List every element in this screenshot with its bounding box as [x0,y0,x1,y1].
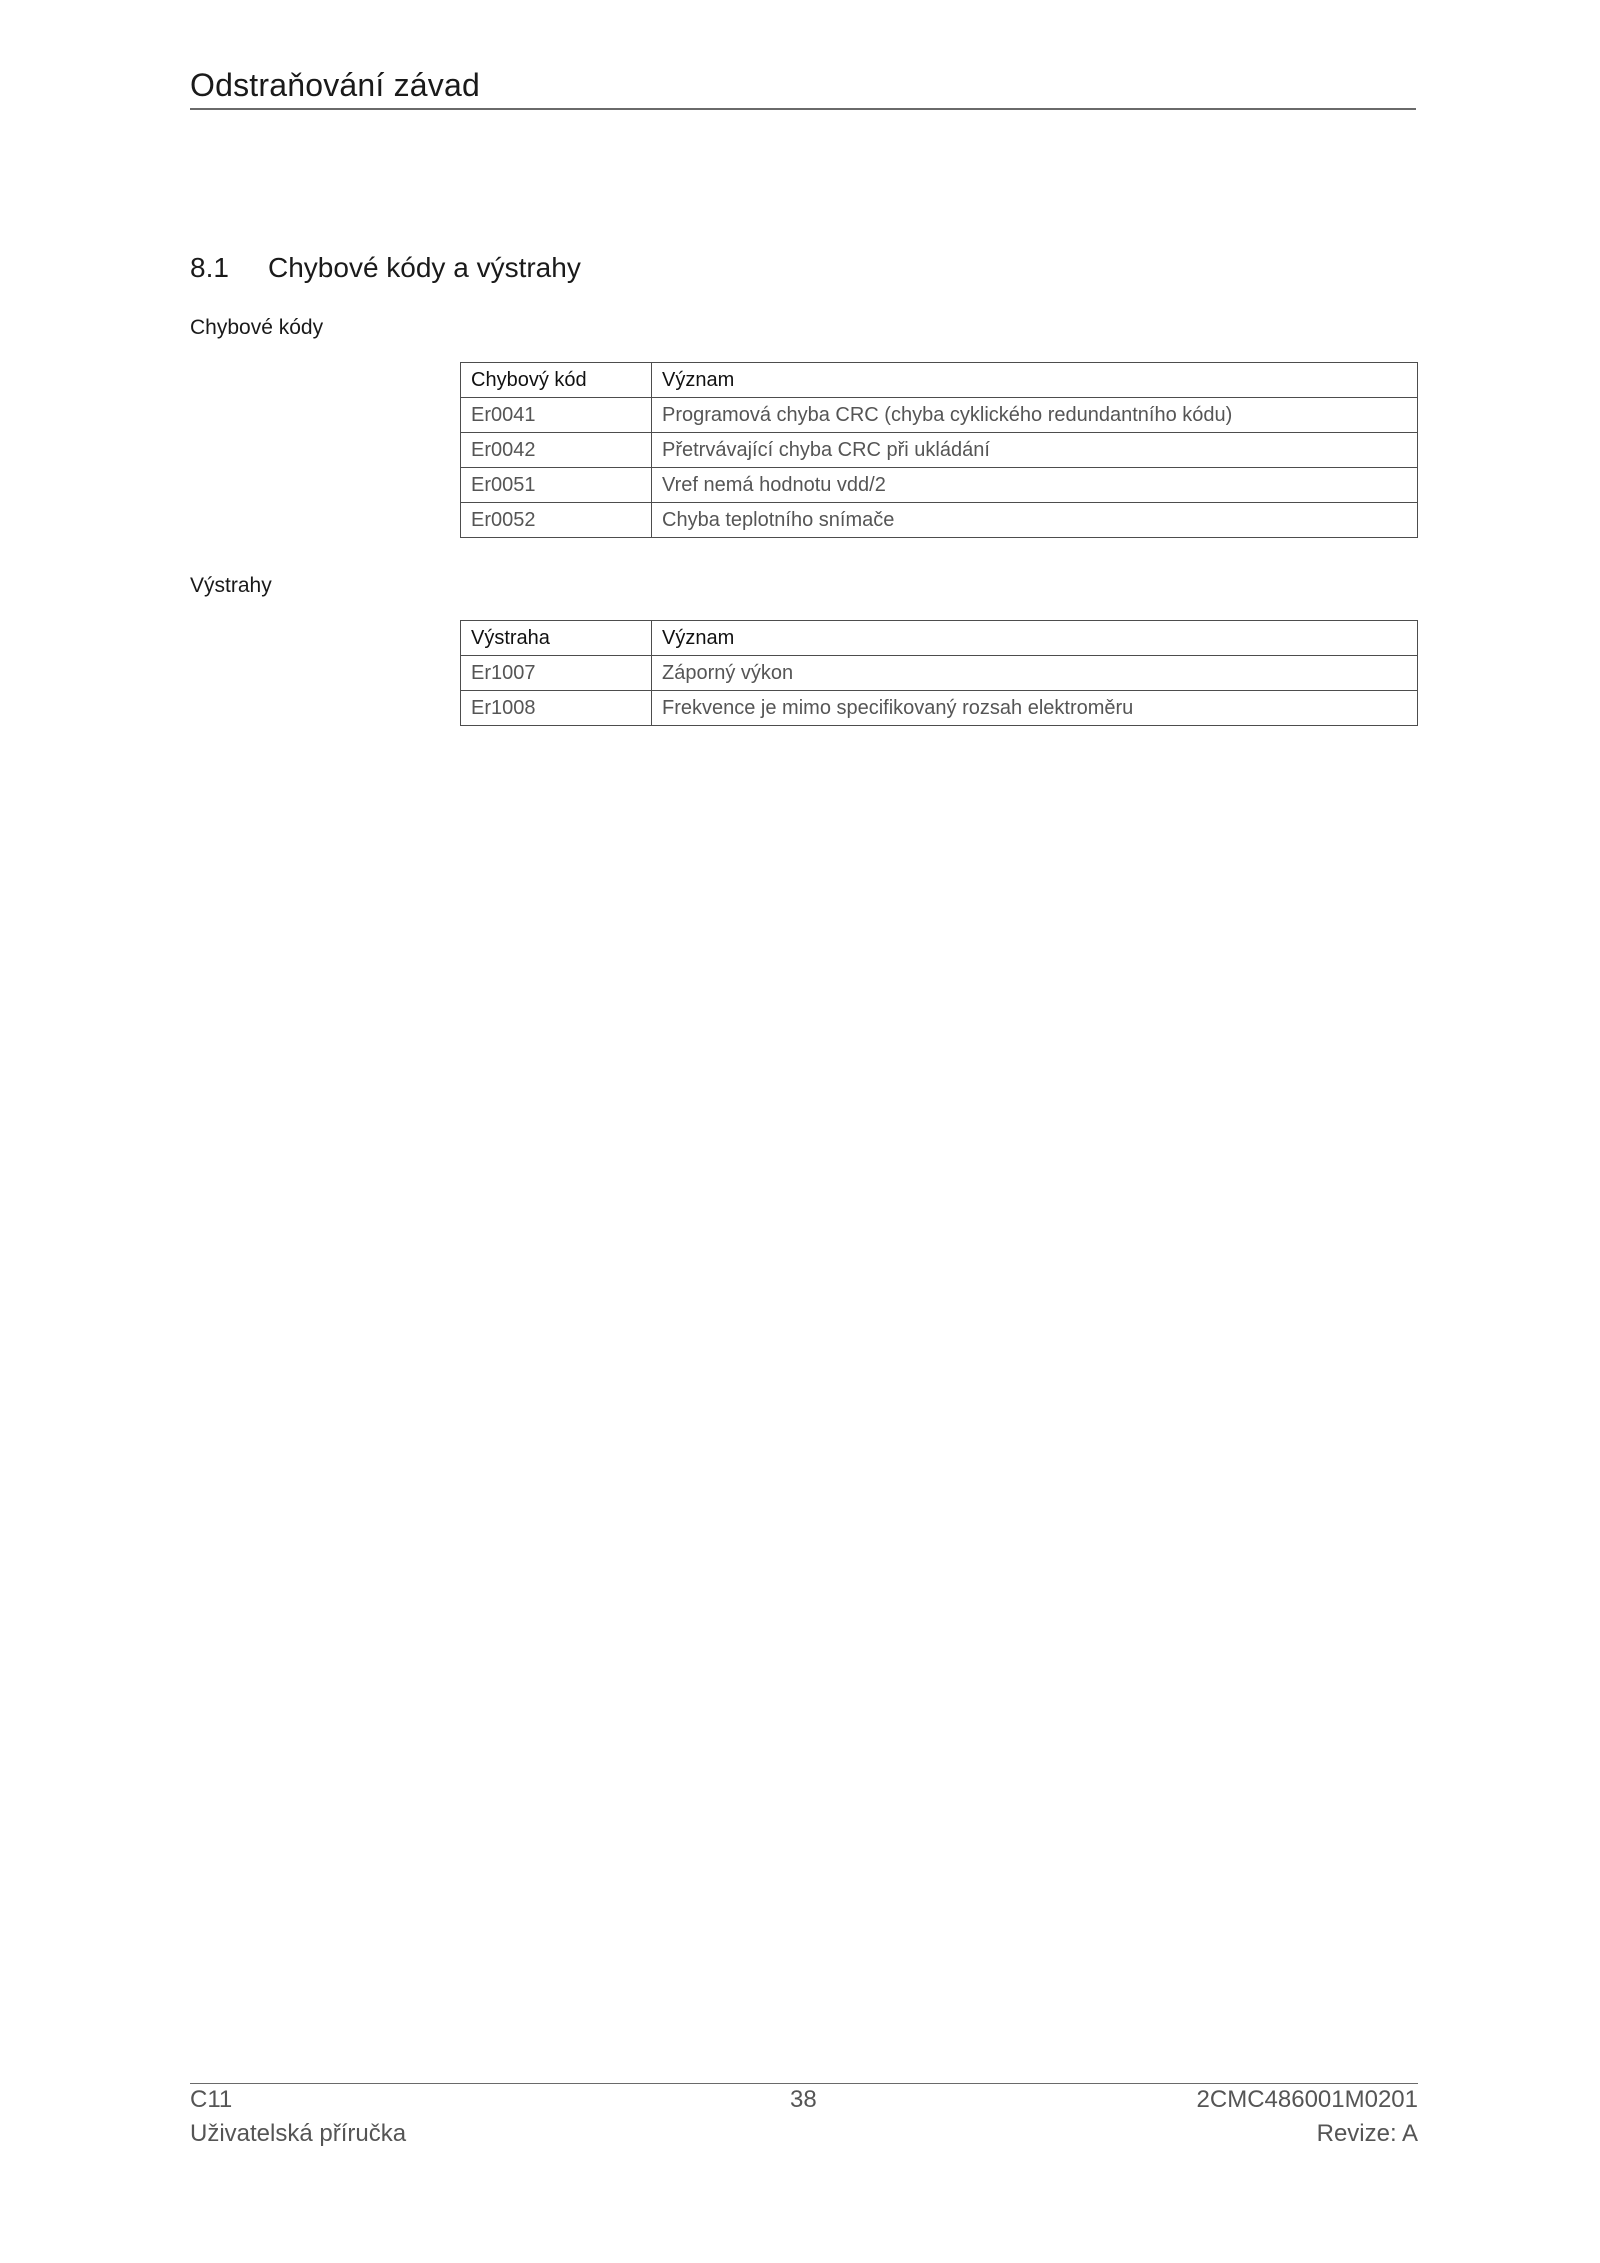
column-header-code: Chybový kód [461,363,652,398]
table-row [461,398,1418,433]
warning-code-cell: Er1007 [461,656,652,691]
footer-row-top [190,2084,1418,2118]
warning-meaning-cell: Záporný výkon [652,656,1418,691]
column-header-meaning: Význam [652,621,1418,656]
section-number: 8.1 [190,252,229,283]
table-header-row [461,363,1418,398]
error-code-cell: Er0041 [461,398,652,433]
footer-revision: Revize: A [1316,2120,1418,2147]
footer-page-number: 38 [790,2086,817,2113]
footer-doc-type: Uživatelská příručka [190,2120,407,2147]
error-meaning-cell: Vref nemá hodnotu vdd/2 [652,468,1418,503]
error-codes-heading: Chybové kódy [190,316,324,339]
warnings-table [460,620,1418,726]
page-footer [190,2083,1418,2152]
error-code-cell: Er0042 [461,433,652,468]
table-row [461,656,1418,691]
error-meaning-cell: Přetrvávající chyba CRC při ukládání [652,433,1418,468]
error-codes-table [460,362,1418,538]
warnings-heading: Výstrahy [190,574,272,597]
table-row [461,433,1418,468]
page-header-title: Odstraňování závad [190,67,480,103]
table-row [461,468,1418,503]
error-meaning-cell: Chyba teplotního snímače [652,503,1418,538]
error-meaning-cell: Programová chyba CRC (chyba cyklického redundantního kódu) [652,398,1418,433]
error-code-cell: Er0052 [461,503,652,538]
warning-meaning-cell: Frekvence je mimo specifikovaný rozsah elektroměru [652,691,1418,726]
page-header [190,62,1416,110]
table-row [461,691,1418,726]
column-header-meaning: Význam [652,363,1418,398]
error-code-cell: Er0051 [461,468,652,503]
warning-code-cell: Er1008 [461,691,652,726]
footer-row-bottom [190,2118,1418,2152]
table-row [461,503,1418,538]
section-title [190,252,581,284]
column-header-warning: Výstraha [461,621,652,656]
footer-doc-number: 2CMC486001M0201 [1196,2086,1418,2113]
table-header-row [461,621,1418,656]
footer-product: C11 [190,2086,233,2113]
section-title-text: Chybové kódy a výstrahy [268,252,581,283]
